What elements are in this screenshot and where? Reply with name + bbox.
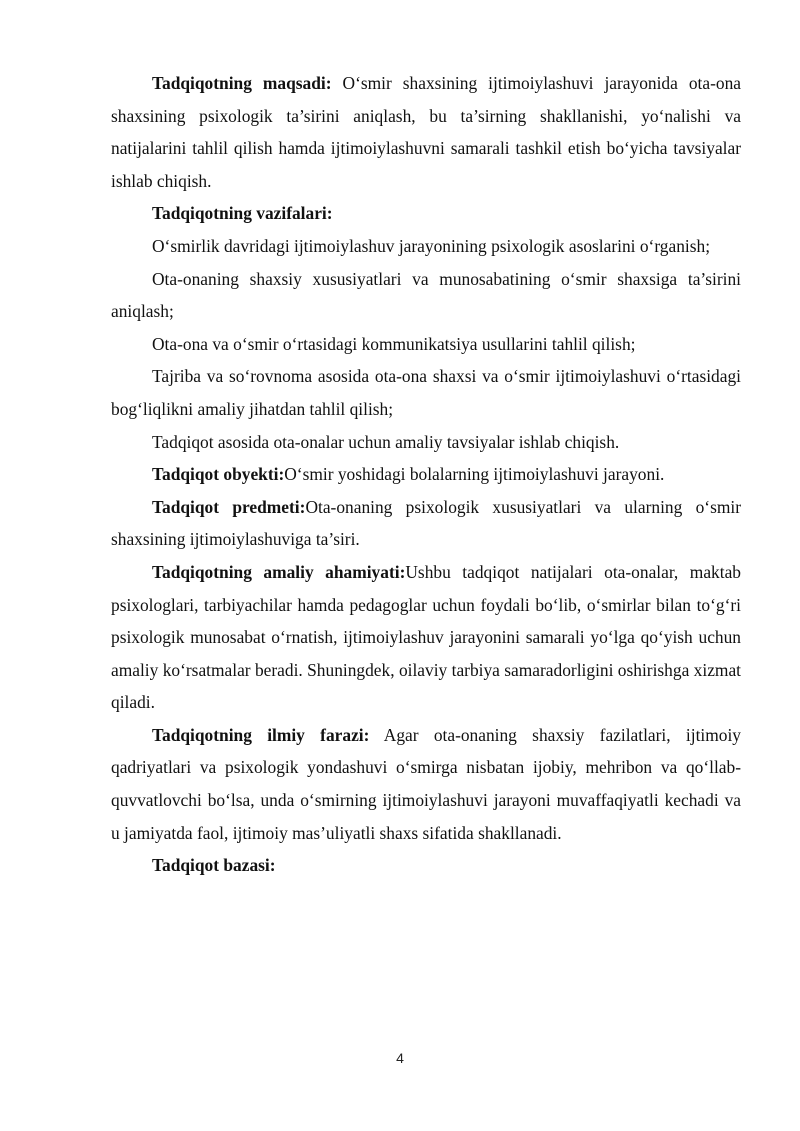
paragraph-task-4 xyxy=(111,360,741,425)
paragraph-task-1 xyxy=(111,230,741,263)
paragraph-text: Tadqiqot asosida ota-onalar uchun amaliy tavsiyalar ishlab chiqish. xyxy=(152,431,620,452)
paragraph-obyekt xyxy=(111,458,741,491)
paragraph-heading: Tadqiqotning maqsadi: xyxy=(152,73,332,93)
paragraph-text: O‘smir shaxsining ijtimoiylashuvi jarayonida ota-ona shaxsining psixologik ta’sirini aniqlash, bu ta’sirning shakllanishi, yo‘nalishi va natijalarini tahlil qilish hamda ijtimoiylashuvni samarali tashkil etish bo‘yicha tavsiyalar ishlab chiqish. xyxy=(111,73,741,191)
paragraph-task-2 xyxy=(111,263,741,328)
paragraph-predmet xyxy=(111,491,741,556)
paragraph-task-5 xyxy=(111,426,741,459)
paragraph-ahamiyat xyxy=(111,556,741,719)
paragraph-heading: Tadqiqot bazasi: xyxy=(152,855,276,876)
paragraph-heading: Tadqiqot predmeti: xyxy=(152,496,306,517)
paragraph-text: Ota-onaning shaxsiy xususiyatlari va munosabatining o‘smir shaxsiga ta’sirini aniqlash; xyxy=(111,268,741,322)
paragraph-faraz xyxy=(111,719,741,849)
paragraph-text: Ushbu tadqiqot natijalari ota-onalar, maktab psixologlari, tarbiyachilar hamda pedagoglar uchun foydali bo‘lib, o‘smirlar bilan to‘g‘ri psixologik munosabat o‘rnatish, ijtimoiylashuv jarayonini samarali yo‘lga qo‘yish uchun amaliy ko‘rsatmalar beradi. Shuningdek, oilaviy tarbiya samaradorligini oshirishga xizmat qiladi. xyxy=(111,561,741,713)
paragraph-heading: Tadqiqot obyekti: xyxy=(152,464,285,485)
paragraph-text: O‘smir yoshidagi bolalarning ijtimoiylashuvi jarayoni. xyxy=(284,464,665,485)
paragraph-text: Ota-onaning psixologik xususiyatlari va ularning o‘smir shaxsining ijtimoiylashuviga ta’siri. xyxy=(111,496,742,550)
paragraph-baza xyxy=(111,849,741,882)
paragraph-maqsad xyxy=(111,67,741,197)
paragraph-text: Ota-ona va o‘smir o‘rtasidagi kommunikatsiya usullarini tahlil qilish; xyxy=(152,333,636,354)
page-number: 4 xyxy=(396,1050,404,1066)
paragraph-vazifalar xyxy=(111,197,741,230)
paragraph-heading: Tadqiqotning vazifalari: xyxy=(152,203,333,224)
paragraph-text: Tajriba va so‘rovnoma asosida ota-ona shaxsi va o‘smir ijtimoiylashuvi o‘rtasidagi bog‘liqlikni amaliy jihatdan tahlil qilish; xyxy=(111,366,741,419)
paragraph-text: O‘smirlik davridagi ijtimoiylashuv jarayonining psixologik asoslarini o‘rganish; xyxy=(152,235,711,256)
paragraph-task-3 xyxy=(111,328,741,361)
paragraph-heading: Tadqiqotning amaliy ahamiyati: xyxy=(152,561,406,582)
document-page xyxy=(111,67,741,882)
paragraph-text: Agar ota-onaning shaxsiy fazilatlari, ijtimoiy qadriyatlari va psixologik yondashuvi o‘smirga nisbatan ijobiy, mehribon va qo‘llab-quvvatlovchi bo‘lsa, unda o‘smirning ijtimoiylashuvi jarayoni muvaffaqiyatli kechadi va u jamiyatda faol, ijtimoiy mas’uliyatli shaxs sifatida shakllanadi. xyxy=(111,724,741,843)
paragraph-heading: Tadqiqotning ilmiy farazi: xyxy=(152,724,370,745)
